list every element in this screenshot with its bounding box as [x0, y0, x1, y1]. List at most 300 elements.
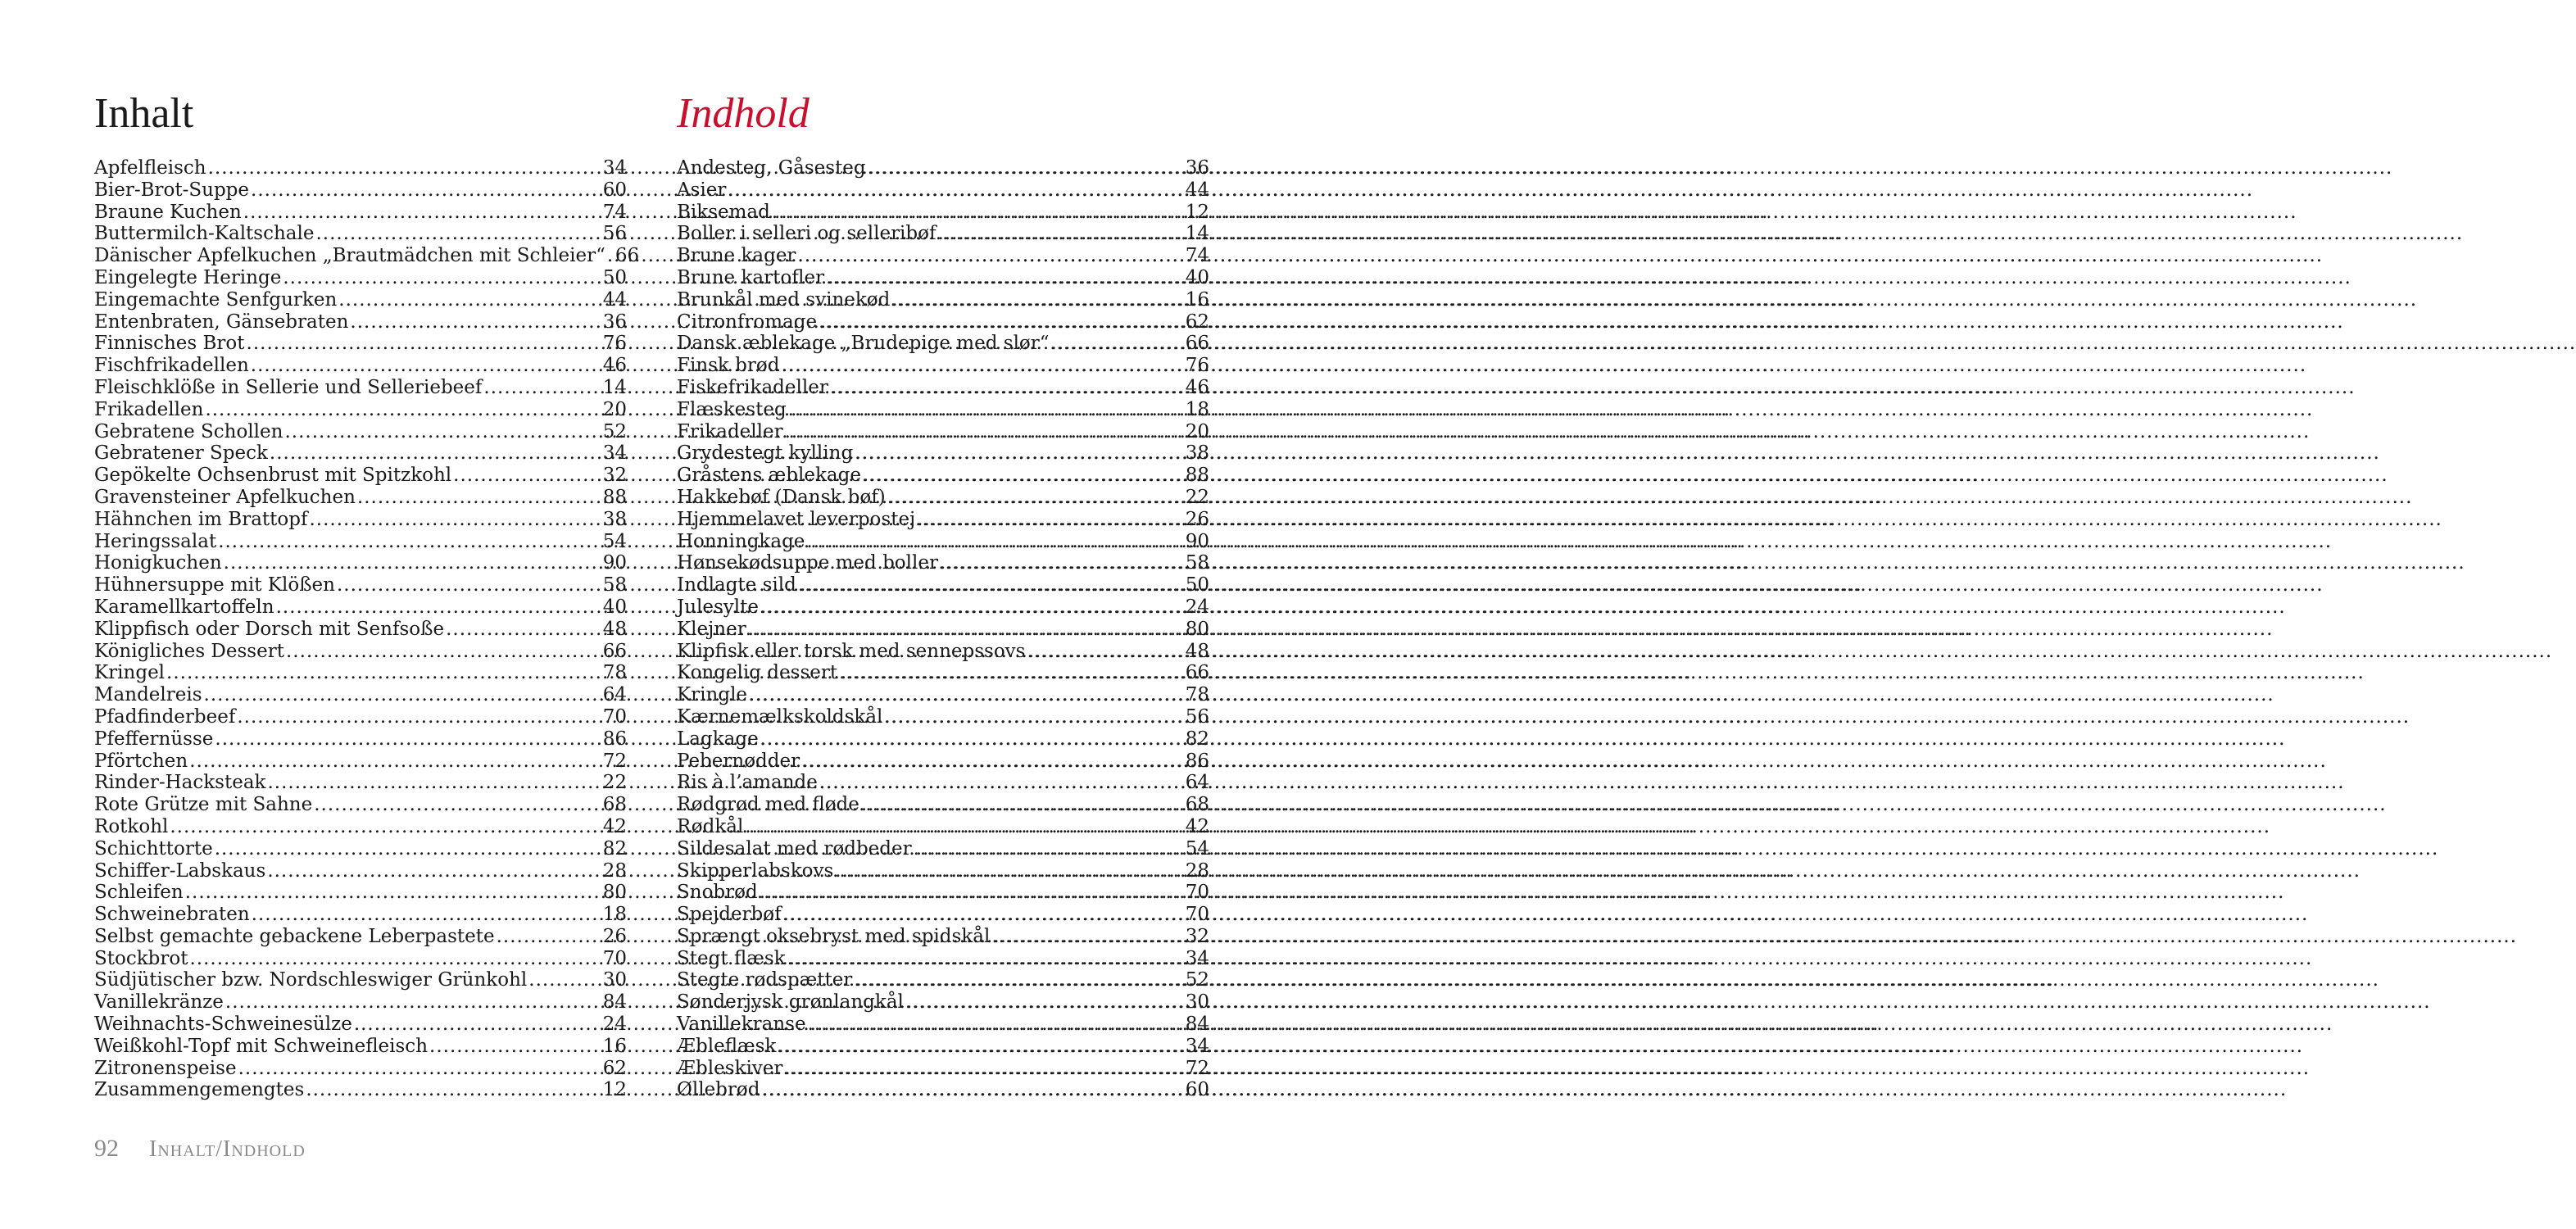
- dot-leader: [940, 552, 1184, 574]
- toc-entry-page: 60: [1185, 1079, 1209, 1101]
- toc-entry-title: Zusammengemengtes: [94, 1079, 305, 1101]
- toc-entry: [677, 728, 1209, 751]
- toc-entry-page: 34: [1185, 947, 1209, 969]
- dot-leader: [185, 882, 601, 904]
- toc-entry: [94, 860, 627, 882]
- dot-leader: [267, 772, 601, 794]
- toc-entry-page: 32: [602, 465, 627, 487]
- dot-leader: [607, 245, 614, 267]
- toc-entry: [677, 1058, 1209, 1080]
- toc-entry-title: Rote Grütze mit Sahne: [94, 794, 313, 816]
- toc-entry: [94, 1014, 627, 1036]
- dot-leader: [166, 662, 601, 684]
- running-title: Inhalt/Indhold: [149, 1136, 306, 1162]
- toc-entry: [94, 465, 627, 487]
- toc-entry: [94, 442, 627, 465]
- toc-entry-page: 58: [1185, 552, 1209, 574]
- toc-entry: [94, 772, 627, 794]
- toc-entry: [677, 969, 1209, 991]
- toc-entry-page: 16: [602, 1035, 627, 1057]
- toc-entry-page: 22: [602, 772, 627, 794]
- toc-entry-title: Südjütischer bzw. Nordschleswiger Grünkohl: [94, 969, 528, 991]
- toc-entry: [677, 421, 1209, 443]
- toc-entry-page: 24: [602, 1014, 627, 1036]
- dot-leader: [251, 179, 601, 202]
- dot-leader: [854, 969, 1183, 991]
- toc-entry-title: Vanillekränze: [94, 991, 224, 1014]
- toc-entry-title: Øllebrød: [677, 1079, 760, 1101]
- toc-entry-page: 14: [1185, 223, 1209, 245]
- toc-entry: [94, 531, 627, 553]
- toc-entry-title: Citronfromage: [677, 311, 818, 333]
- toc-entry-title: Dänischer Apfelkuchen „Brautmädchen mit Schleier“: [94, 245, 605, 267]
- toc-entry: [677, 1014, 1209, 1036]
- toc-entry: [677, 311, 1209, 333]
- dot-leader: [354, 1014, 601, 1036]
- toc-entry-title: Frikadeller: [677, 420, 783, 442]
- toc-entry-title: Finnisches Brot: [94, 333, 245, 355]
- toc-entry-title: Kringel: [94, 662, 166, 684]
- toc-entry-page: 70: [1185, 904, 1209, 926]
- toc-entry-page: 26: [1185, 508, 1209, 530]
- toc-entry-title: Fiskefrikadeller: [677, 376, 828, 398]
- dot-leader: [760, 728, 1184, 751]
- toc-entry-page: 70: [1185, 882, 1209, 904]
- toc-entry: [677, 465, 1209, 487]
- toc-entry-title: Rødgrød med fløde: [677, 794, 859, 816]
- toc-entry: [677, 641, 1209, 663]
- toc-entry: [94, 421, 627, 443]
- dot-leader: [991, 926, 1183, 948]
- dot-leader: [863, 465, 1184, 487]
- toc-list-german: [94, 157, 640, 1101]
- toc-entry-page: 22: [1185, 486, 1209, 508]
- toc-entry-page: 68: [1185, 794, 1209, 816]
- toc-entry-page: 84: [1185, 1014, 1209, 1036]
- dot-leader: [215, 728, 601, 751]
- dot-leader: [1051, 333, 1184, 355]
- toc-entry-page: 90: [602, 552, 627, 574]
- toc-entry: [677, 838, 1209, 860]
- toc-entry-page: 26: [602, 925, 627, 947]
- dot-leader: [483, 377, 601, 399]
- dot-leader: [357, 487, 601, 509]
- dot-leader: [891, 289, 1183, 311]
- toc-entry-title: Lagkage: [677, 728, 759, 750]
- toc-entry: [677, 333, 1209, 355]
- toc-entry-page: 46: [602, 355, 627, 377]
- toc-entry-title: Königliches Dessert: [94, 640, 284, 662]
- toc-entry-page: 48: [602, 618, 627, 640]
- dot-leader: [785, 421, 1184, 443]
- toc-entry-page: 12: [602, 1079, 627, 1101]
- toc-entry: [94, 904, 627, 926]
- toc-entry-title: Biksemad: [677, 201, 770, 223]
- toc-entry-title: Æbleskiver: [677, 1057, 783, 1079]
- toc-entry-page: 18: [1185, 398, 1209, 420]
- toc-entry: [94, 684, 627, 706]
- toc-entry-title: Ris à l’amande: [677, 772, 818, 794]
- toc-entry-page: 70: [602, 705, 627, 728]
- toc-entry-title: Boller i selleri og selleribøf: [677, 223, 937, 245]
- toc-entry-title: Gebratener Speck: [94, 442, 268, 465]
- toc-entry-title: Schiffer-Labskaus: [94, 859, 266, 882]
- toc-entry: [94, 882, 627, 904]
- toc-entry-page: 62: [602, 1057, 627, 1079]
- toc-entry-page: 88: [1185, 465, 1209, 487]
- toc-entry-title: Gravensteiner Apfelkuchen: [94, 486, 356, 508]
- toc-entry-title: Brunkål med svinekød: [677, 288, 891, 311]
- toc-entry-title: Entenbraten, Gänsebraten: [94, 311, 349, 333]
- toc-entry-page: 80: [1185, 618, 1209, 640]
- toc-entry-title: Heringssalat: [94, 530, 217, 552]
- toc-entry-page: 74: [1185, 245, 1209, 267]
- toc-entry-title: Pförtchen: [94, 750, 188, 772]
- dot-leader: [761, 1079, 1183, 1101]
- toc-entry-title: Stegte rødspætter: [677, 969, 853, 991]
- toc-entry: [677, 487, 1209, 509]
- dot-leader: [839, 662, 1184, 684]
- dot-leader: [215, 838, 601, 860]
- toc-entry: [94, 1079, 627, 1101]
- toc-entry-page: 30: [1185, 991, 1209, 1014]
- dot-leader: [819, 772, 1184, 794]
- toc-entry-title: Æbleflæsk: [677, 1035, 777, 1057]
- toc-entry-page: 52: [1185, 969, 1209, 991]
- toc-entry-page: 36: [1185, 157, 1209, 179]
- toc-entry-title: Stockbrot: [94, 947, 188, 969]
- toc-entry-title: Pebernødder: [677, 750, 800, 772]
- toc-entry-title: Vanillekranse: [677, 1014, 806, 1036]
- toc-entry: [94, 289, 627, 311]
- toc-entry: [677, 377, 1209, 399]
- toc-entry: [677, 202, 1209, 224]
- toc-entry-title: Stegt flæsk: [677, 947, 786, 969]
- toc-entry-title: Fleischklöße in Sellerie und Selleriebeef: [94, 376, 483, 398]
- dot-leader: [787, 948, 1184, 970]
- toc-entry: [677, 706, 1209, 728]
- toc-entry: [94, 619, 627, 641]
- toc-entry: [94, 1058, 627, 1080]
- toc-entry-page: 48: [1185, 640, 1209, 662]
- toc-entry-title: Buttermilch-Kaltschale: [94, 223, 315, 245]
- dot-leader: [887, 487, 1184, 509]
- dot-leader: [309, 509, 601, 531]
- toc-column-danish: [677, 88, 1209, 1101]
- toc-entry-title: Spejderbøf: [677, 904, 782, 926]
- dot-leader: [205, 399, 601, 421]
- toc-entry: [94, 838, 627, 860]
- dot-leader: [314, 794, 601, 816]
- dot-leader: [788, 399, 1184, 421]
- page-number: 92: [94, 1135, 119, 1162]
- dot-leader: [781, 355, 1183, 377]
- dot-leader: [830, 377, 1184, 399]
- toc-entry-page: 38: [602, 508, 627, 530]
- dot-leader: [778, 1036, 1183, 1058]
- toc-entry: [677, 860, 1209, 882]
- dot-leader: [808, 1014, 1184, 1036]
- toc-entry-page: 40: [1185, 266, 1209, 288]
- dot-leader: [783, 904, 1184, 926]
- toc-entry: [94, 969, 627, 991]
- dot-leader: [276, 596, 601, 619]
- toc-entry-title: Pfeffernüsse: [94, 728, 214, 750]
- dot-leader: [797, 245, 1183, 267]
- toc-entry: [677, 245, 1209, 267]
- toc-entry-page: 66: [1185, 662, 1209, 684]
- toc-entry-title: Gråstens æblekage: [677, 465, 861, 487]
- toc-entry: [677, 904, 1209, 926]
- toc-entry: [677, 816, 1209, 838]
- dot-leader: [835, 860, 1183, 882]
- toc-entry-title: Klippfisch oder Dorsch mit Senfsoße: [94, 618, 445, 640]
- toc-entry-title: Schichttorte: [94, 837, 213, 859]
- toc-entry: [677, 882, 1209, 904]
- toc-entry-page: 66: [602, 640, 627, 662]
- toc-entry-title: Andesteg, Gåsesteg: [677, 157, 866, 179]
- dot-leader: [784, 1058, 1183, 1080]
- dot-leader: [938, 223, 1184, 245]
- toc-entry-page: 40: [602, 596, 627, 618]
- toc-entry-title: Rødkål: [677, 815, 744, 837]
- toc-entry-title: Eingelegte Heringe: [94, 266, 282, 288]
- toc-entry: [94, 377, 627, 399]
- toc-entry-title: Frikadellen: [94, 398, 204, 420]
- toc-entry: [94, 751, 627, 773]
- dot-leader: [283, 267, 601, 289]
- toc-entry-title: Grydestegt kylling: [677, 442, 854, 465]
- toc-entry-page: 52: [602, 420, 627, 442]
- toc-entry-page: 24: [1185, 596, 1209, 618]
- dot-leader: [247, 333, 601, 355]
- toc-entry-page: 20: [1185, 420, 1209, 442]
- toc-entry: [677, 289, 1209, 311]
- dot-leader: [728, 179, 1183, 202]
- toc-entry-page: 50: [1185, 574, 1209, 596]
- toc-entry: [94, 596, 627, 619]
- dot-leader: [826, 267, 1184, 289]
- toc-entry-title: Schleifen: [94, 882, 184, 904]
- toc-entry-page: 50: [602, 266, 627, 288]
- dot-leader: [760, 882, 1184, 904]
- dot-leader: [749, 684, 1184, 706]
- toc-heading-german: Inhalt: [94, 90, 194, 137]
- toc-entry-page: 60: [602, 179, 627, 201]
- toc-entry-page: 78: [602, 662, 627, 684]
- toc-entry-title: Kongelig dessert: [677, 662, 838, 684]
- dot-leader: [306, 1079, 601, 1101]
- toc-entry-title: Gebratene Schollen: [94, 420, 283, 442]
- dot-leader: [528, 969, 601, 991]
- toc-entry-page: 36: [602, 311, 627, 333]
- dot-leader: [237, 706, 601, 728]
- toc-entry: [94, 179, 627, 202]
- toc-entry: [677, 751, 1209, 773]
- toc-entry: [677, 1079, 1209, 1101]
- toc-entry-page: 56: [602, 223, 627, 245]
- toc-entry: [677, 596, 1209, 619]
- toc-entry: [677, 794, 1209, 816]
- toc-entry: [94, 399, 627, 421]
- dot-leader: [446, 619, 601, 641]
- toc-entry-title: Skipperlabskovs: [677, 859, 834, 882]
- dot-leader: [855, 442, 1184, 465]
- page-footer: [94, 1135, 306, 1163]
- toc-entry-title: Asier: [677, 179, 727, 201]
- toc-entry-page: 42: [1185, 815, 1209, 837]
- dot-leader: [252, 904, 601, 926]
- toc-entry-title: Honigkuchen: [94, 552, 222, 574]
- dot-leader: [243, 202, 601, 224]
- toc-entry: [677, 619, 1209, 641]
- toc-entry-page: 66: [615, 245, 640, 267]
- toc-entry: [94, 509, 627, 531]
- dot-leader: [267, 860, 601, 882]
- toc-entry-page: 82: [602, 837, 627, 859]
- toc-entry-page: 64: [1185, 772, 1209, 794]
- toc-entry-title: Apfelfleisch: [94, 157, 206, 179]
- toc-entry-title: Fischfrikadellen: [94, 355, 249, 377]
- toc-entry-title: Hühnersuppe mit Klößen: [94, 574, 335, 596]
- toc-entry-page: 76: [602, 333, 627, 355]
- dot-leader: [224, 552, 601, 574]
- toc-entry: [94, 662, 627, 684]
- toc-entry: [677, 684, 1209, 706]
- toc-entry-title: Snobrød: [677, 882, 758, 904]
- toc-entry-title: Hähnchen im Brattopf: [94, 508, 308, 530]
- toc-entry-title: Brune kager: [677, 245, 796, 267]
- toc-entry-page: 44: [602, 288, 627, 311]
- toc-entry-page: 62: [1185, 311, 1209, 333]
- dot-leader: [286, 641, 601, 663]
- toc-entry-page: 28: [602, 859, 627, 882]
- toc-entry: [94, 355, 627, 377]
- dot-leader: [204, 684, 601, 706]
- toc-entry-page: 20: [602, 398, 627, 420]
- dot-leader: [801, 751, 1184, 773]
- toc-entry-page: 90: [1185, 530, 1209, 552]
- toc-entry-page: 34: [602, 442, 627, 465]
- dot-leader: [1027, 641, 1183, 663]
- toc-entry-title: Honningkage: [677, 530, 805, 552]
- dot-leader: [497, 926, 601, 948]
- toc-entry: [677, 179, 1209, 202]
- dot-leader: [251, 355, 601, 377]
- toc-entry: [677, 442, 1209, 465]
- toc-entry: [94, 245, 640, 267]
- toc-entry-page: 34: [1185, 1035, 1209, 1057]
- dot-leader: [905, 991, 1184, 1014]
- toc-entry-page: 44: [1185, 179, 1209, 201]
- toc-entry: [677, 509, 1209, 531]
- toc-entry-page: 56: [1185, 705, 1209, 728]
- toc-entry: [677, 926, 1209, 948]
- dot-leader: [315, 223, 601, 245]
- dot-leader: [914, 838, 1184, 860]
- dot-leader: [806, 531, 1183, 553]
- dot-leader: [238, 1058, 601, 1080]
- dot-leader: [337, 574, 601, 596]
- toc-entry: [94, 223, 627, 245]
- toc-entry-title: Sprængt oksebryst med spidskål: [677, 925, 991, 947]
- toc-heading-danish: Indhold: [677, 90, 810, 137]
- dot-leader: [189, 751, 601, 773]
- toc-entry: [677, 662, 1209, 684]
- toc-entry-title: Klejner: [677, 618, 746, 640]
- toc-entry: [94, 991, 627, 1014]
- toc-entry: [677, 223, 1209, 245]
- toc-entry-title: Schweinebraten: [94, 904, 250, 926]
- toc-entry-page: 58: [602, 574, 627, 596]
- toc-entry-title: Eingemachte Senfgurken: [94, 288, 338, 311]
- toc-entry-title: Rinder-Hacksteak: [94, 772, 266, 794]
- dot-leader: [170, 816, 601, 838]
- dot-leader: [189, 948, 601, 970]
- toc-entry: [94, 794, 627, 816]
- toc-entry: [677, 399, 1209, 421]
- toc-entry: [94, 157, 627, 179]
- toc-entry-page: 84: [602, 991, 627, 1014]
- toc-entry: [94, 311, 627, 333]
- dot-leader: [884, 706, 1183, 728]
- toc-entry-page: 12: [1185, 201, 1209, 223]
- toc-entry-page: 42: [602, 815, 627, 837]
- toc-entry-page: 70: [602, 947, 627, 969]
- toc-entry-title: Julesylte: [677, 596, 760, 618]
- toc-entry-page: 28: [1185, 859, 1209, 882]
- toc-entry: [94, 267, 627, 289]
- toc-entry: [94, 1036, 627, 1058]
- toc-entry-page: 66: [1185, 333, 1209, 355]
- toc-list-danish: [677, 157, 1209, 1101]
- dot-leader: [819, 311, 1184, 333]
- dot-leader: [208, 157, 601, 179]
- toc-entry-page: 14: [602, 376, 627, 398]
- toc-entry: [677, 157, 1209, 179]
- dot-leader: [284, 421, 601, 443]
- dot-leader: [429, 1036, 601, 1058]
- toc-entry: [94, 948, 627, 970]
- toc-entry-title: Indlagte sild: [677, 574, 796, 596]
- toc-entry-title: Braune Kuchen: [94, 201, 242, 223]
- toc-entry: [677, 772, 1209, 794]
- toc-entry: [94, 574, 627, 596]
- toc-entry-page: 18: [602, 904, 627, 926]
- toc-entry: [94, 706, 627, 728]
- dot-leader: [868, 157, 1184, 179]
- toc-entry-title: Kærnemælkskoldskål: [677, 705, 883, 728]
- dot-leader: [350, 311, 601, 333]
- toc-entry-title: Finsk brød: [677, 355, 780, 377]
- toc-entry: [677, 531, 1209, 553]
- dot-leader: [772, 202, 1184, 224]
- toc-entry-title: Weißkohl-Topf mit Schweinefleisch: [94, 1035, 429, 1057]
- dot-leader: [760, 596, 1184, 619]
- toc-entry-page: 80: [602, 882, 627, 904]
- toc-entry-page: 72: [1185, 1057, 1209, 1079]
- toc-entry-title: Weihnachts-Schweinesülze: [94, 1014, 352, 1036]
- toc-entry: [677, 948, 1209, 970]
- toc-entry-title: Rotkohl: [94, 815, 169, 837]
- toc-entry: [677, 355, 1209, 377]
- toc-entry-title: Mandelreis: [94, 684, 202, 706]
- toc-entry-page: 74: [602, 201, 627, 223]
- toc-entry-page: 68: [602, 794, 627, 816]
- toc-entry-page: 82: [1185, 728, 1209, 750]
- dot-leader: [748, 619, 1184, 641]
- toc-entry-title: Kringle: [677, 684, 748, 706]
